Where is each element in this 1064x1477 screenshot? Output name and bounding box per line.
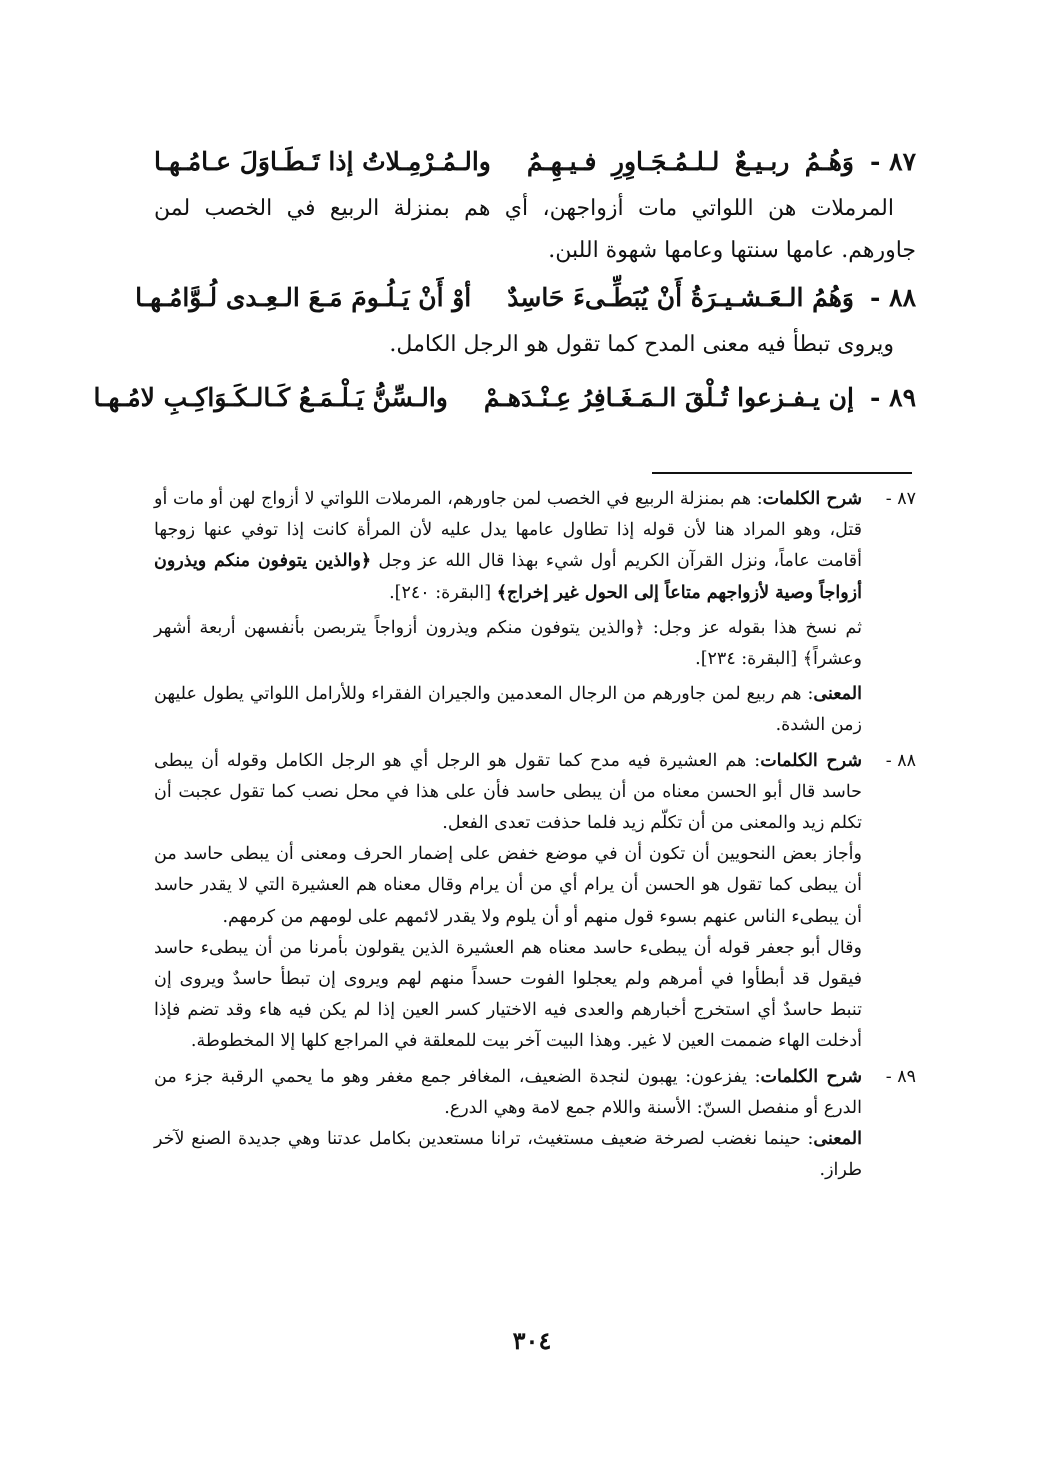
verse-number: ٨٧ - <box>870 147 916 176</box>
main-text <box>93 136 916 424</box>
footnote-89 <box>154 1062 916 1187</box>
label-meaning: المعنى <box>813 684 862 705</box>
label-word-explanation: شرح الكلمات <box>760 750 862 771</box>
footnote-paragraph: وقال أبو جعفر قوله أن يبطىء حاسد معناه هم العشيرة الذين يقولون بأمرنا من أن يبطىء حاسد فيقول قد أبطأوا في أمرهم ولم يعجلوا الفوت حسداً منهم لهم ويروى إن تبطأ حاسدٌ ويروى إن تنبط حاسدٌ أي استخرج أخبارهم والعدى فيه الاختيار كسر العين إذا لم يكن فيه هاء وقد تضم فإذا أدخلت الهاء ضممت العين لا غير. وهذا البيت آخر بيت للمعلقة في المراجع كلها إلا المخطوطة. <box>154 937 862 1052</box>
verse-first-hemistich: وَهُمُ الـعَـشـيـرَةُ أَنْ يُبَطِّـىءَ حَاسِدٌ <box>507 283 854 312</box>
footnote-paragraph: المعنى: هم ربيع لمن جاورهم من الرجال المعدمين والجيران الفقراء وللأرامل اللواتي يطول عليهن زمن الشدة. <box>154 684 862 736</box>
footnote-number: ٨٩ - <box>885 1066 916 1087</box>
footnotes <box>154 484 916 1186</box>
page-number: ٣٠٤ <box>512 1326 552 1355</box>
footnote-number: ٨٨ - <box>885 750 916 771</box>
verse-second-hemistich: أوْ أَنْ يَـلُـومَ مَـعَ الـعِـدى لُـوَّامُـهـا <box>135 283 472 312</box>
footnote-87 <box>154 484 916 742</box>
verse-first-hemistich: وَهُـمُ ربـيـعٌ لـلـمُـجَـاوِرِ فـيـهِـمُ <box>526 147 854 176</box>
footnote-paragraph: شرح الكلمات: يفزعون: يهبون لنجدة الضعيف، المغافر جمع مغفر وهو ما يحمي الرقبة جزء من الدرع أو منفصل السنّ: الأسنة واللام جمع لامة وهي الدرع. <box>154 1066 862 1118</box>
verse-87-commentary: المرملات هن اللواتي مات أزواجهن، أي هم بمنزلة الربيع في الخصب لمن جاورهم. عامها سنتها وعامها شهوة اللبن. <box>154 196 916 263</box>
verse-second-hemistich: والـسِّنُّ يَـلْـمَـعُ كَـالـكَـوَاكِـبِ لامُـهـا <box>93 383 448 412</box>
footnote-paragraph: ثم نسخ هذا بقوله عز وجل: ﴿والذين يتوفون منكم ويذرون أزواجاً يتربصن بأنفسهن أربعة أشهر وعشراً﴾ [البقرة: ٢٣٤]. <box>154 617 862 670</box>
footnote-paragraph: المعنى: حينما نغضب لصرخة ضعيف مستغيث، ترانا مستعدين بكامل عدتنا وهي جديدة الصنع لآخر طراز. <box>154 1129 862 1181</box>
verse-number: ٨٩ - <box>870 383 916 412</box>
verse-89 <box>93 372 916 424</box>
footnote-separator <box>652 472 912 474</box>
footnote-paragraph: شرح الكلمات: هم العشيرة فيه مدح كما تقول هو الرجل أي هو الرجل الكامل وقوله أن يبطى حاسد قال أبو الحسن معناه من أن يبطى حاسد فأن على هذا في محل نصب كما تقول عجبت أن تكلم زيد والمعنى من أن تكلّم زيد فلما حذفت تعدى الفعل. <box>154 750 862 834</box>
verse-first-hemistich: إن يـفـزعوا تُـلْقَ الـمَـغَـافِرُ عِـنْـدَهـمْ <box>483 383 854 412</box>
verse-88 <box>135 272 916 324</box>
footnote-paragraph: شرح الكلمات: هم بمنزلة الربيع في الخصب لمن جاورهم، المرملات اللواتي لا أزواج لهن أو مات أو قتل، وهو المراد هنا لأن قوله إذا تطاول عامها يدل عليه لأن المرأة كانت إذا توفي عنها زوجها أقامت عاماً، ونزل القرآن الكريم أول شيء بهذا قال الله عز وجل ﴿والذين يتوفون منكم ويذرون أزواجاً وصية لأزواجهم متاعاً إلى الحول غير إخراج﴾ [البقرة: ٢٤٠]. <box>154 489 863 603</box>
verse-second-hemistich: والـمُـرْمِـلاتُ إذا تَـطَـاوَلَ عـامُـهـا <box>154 147 491 176</box>
footnote-paragraph: وأجاز بعض النحويين أن تكون أن في موضع خفض على إضمار الحرف ومعنى أن يبطى حاسد من أن يبطى كما تقول هو الحسن أن يرام أي من أن يرام وقال معناه هم العشيرة التي لا يقدر حاسد أن يبطىء الناس عنهم بسوء قول منهم أو أن يلوم ولا يقدر لائمهم على لومهم من كرمهم. <box>154 844 862 927</box>
label-meaning: المعنى <box>813 1129 862 1150</box>
quran-quote: ﴿والذين يتوفون منكم ويذرون أزواجاً وصية لأزواجهم متاعاً إلى الحول غير إخراج﴾ <box>154 551 862 603</box>
label-word-explanation: شرح الكلمات <box>760 1066 862 1087</box>
footnote-number: ٨٧ - <box>885 489 916 509</box>
verse-88-commentary: ويروى تبطأ فيه معنى المدح كما تقول هو الرجل الكامل. <box>389 332 894 357</box>
verse-number: ٨٨ - <box>870 283 916 312</box>
verse-87 <box>154 136 916 188</box>
footnote-88 <box>154 746 916 1058</box>
label-word-explanation: شرح الكلمات <box>762 489 862 509</box>
